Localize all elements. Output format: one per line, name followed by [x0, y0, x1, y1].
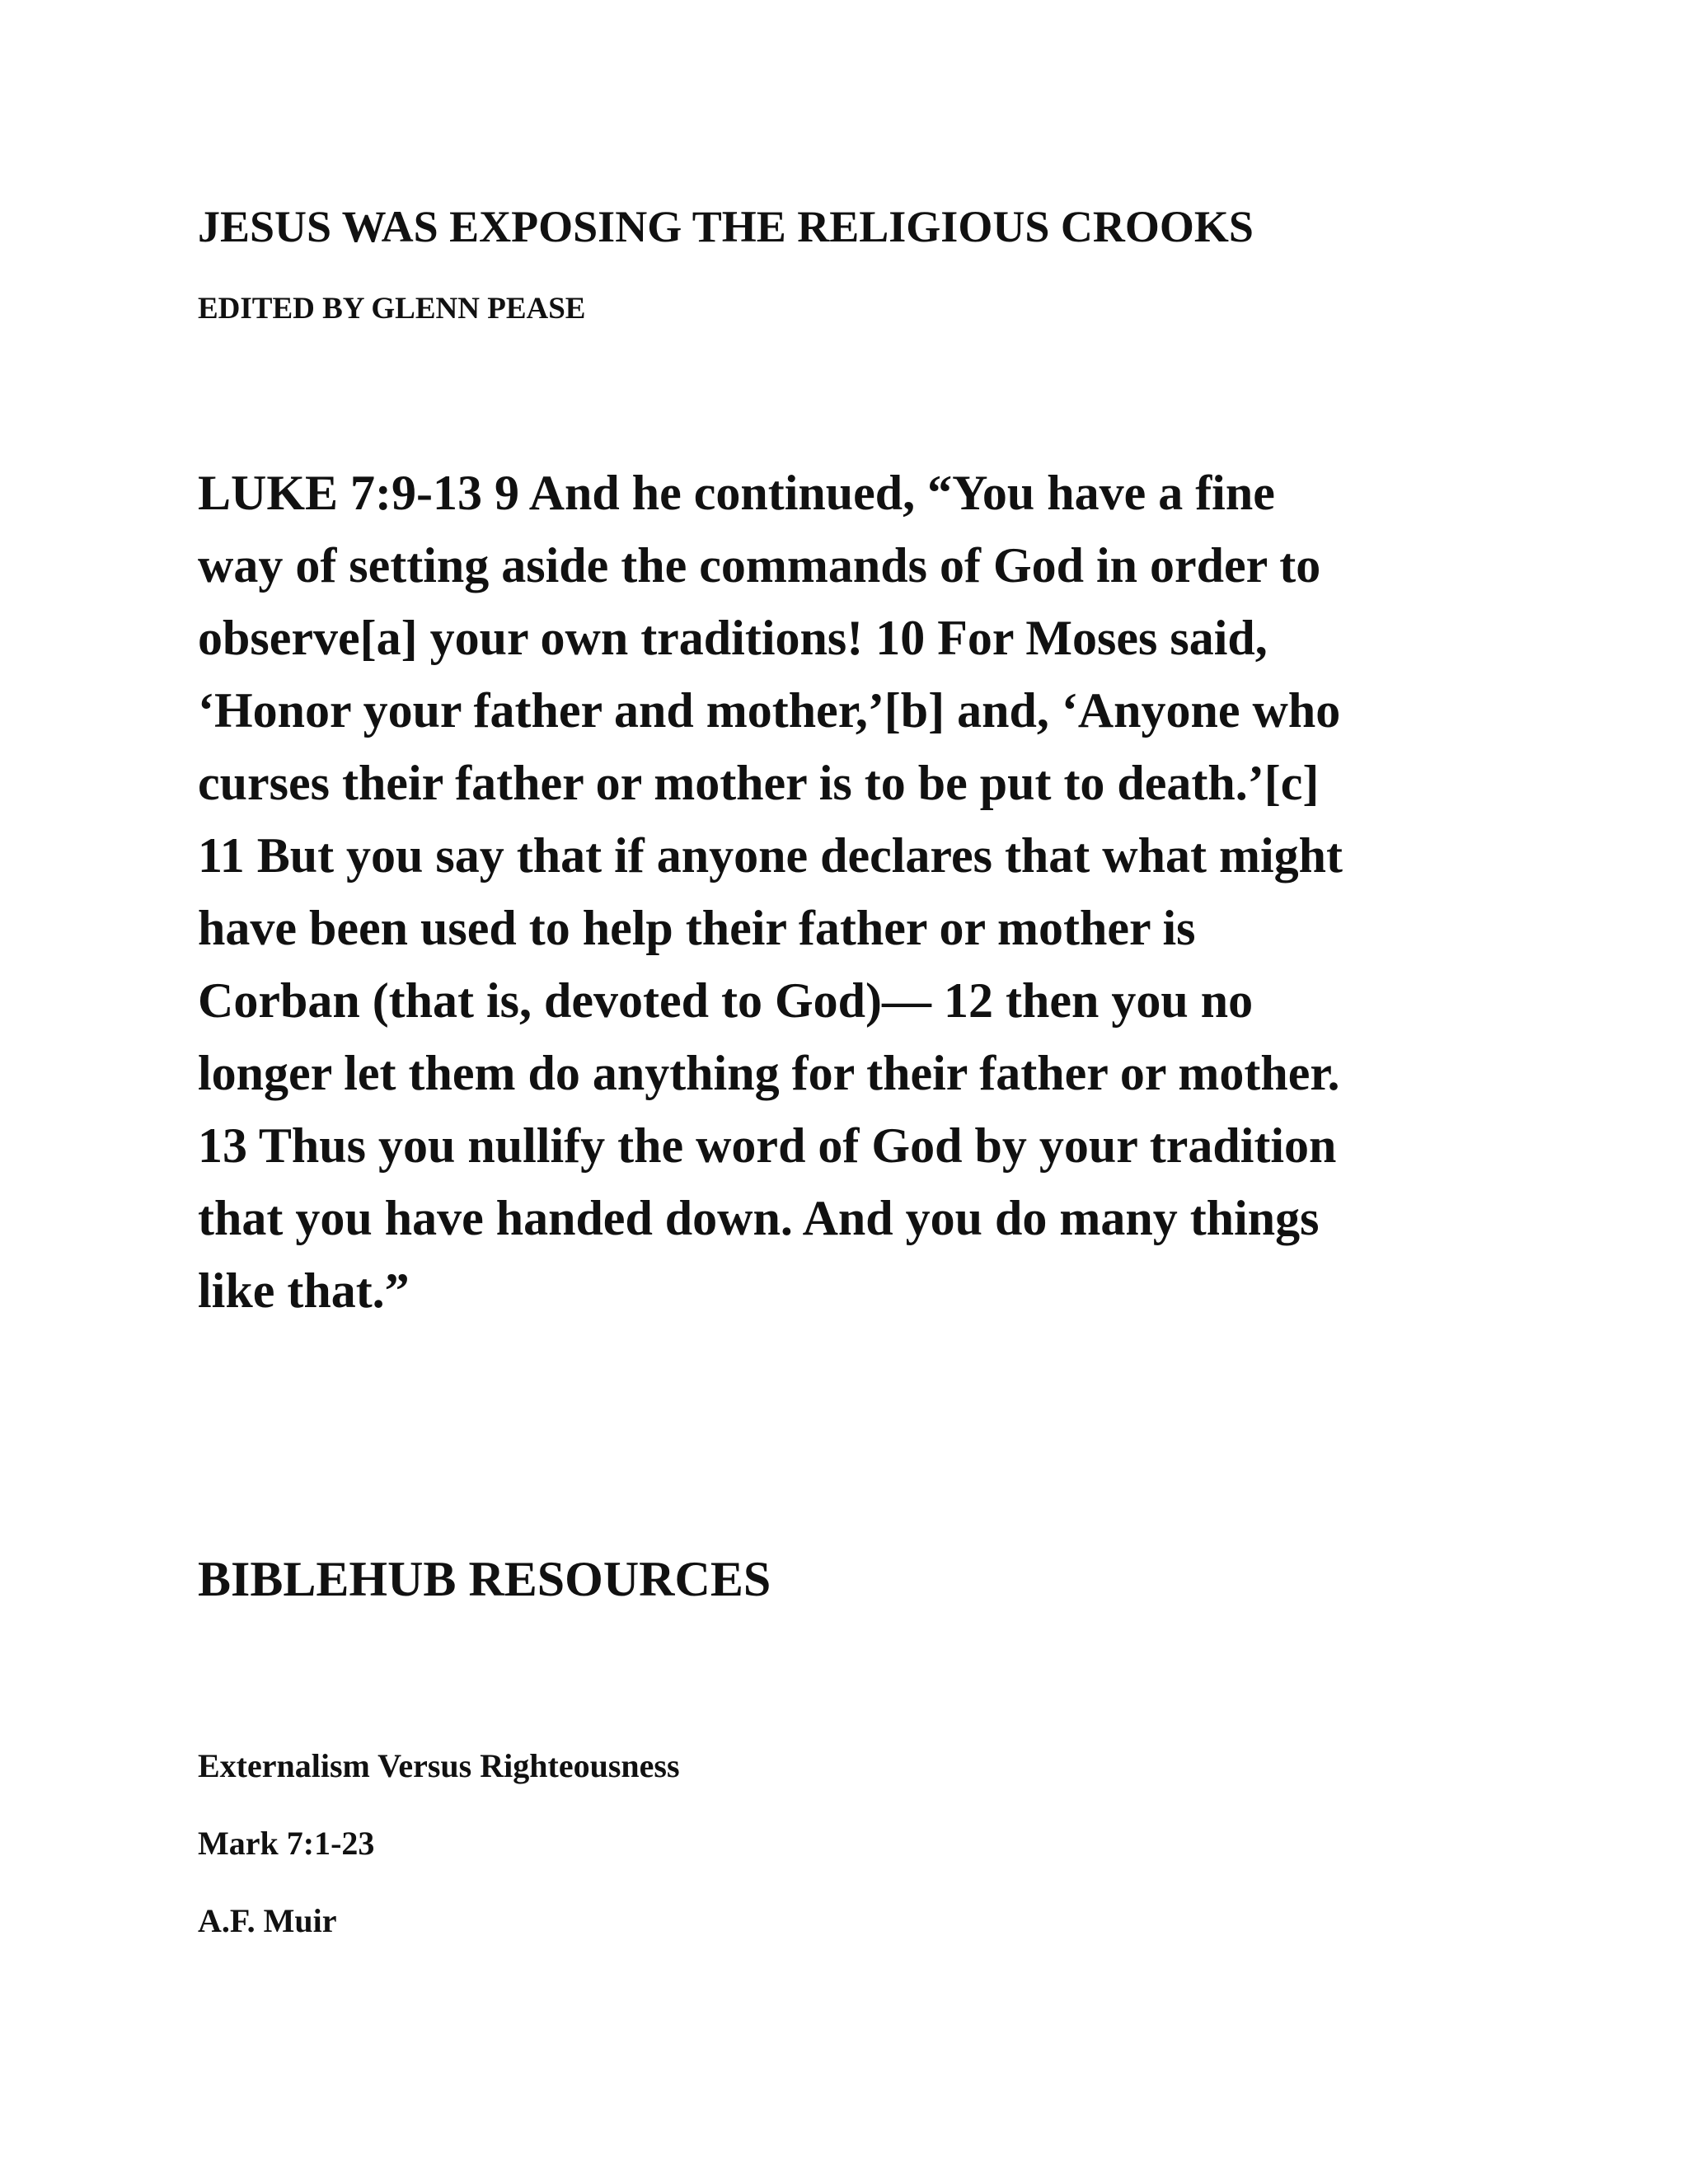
- scripture-line: that you have handed down. And you do many things: [198, 1191, 1320, 1245]
- document-title: JESUS WAS EXPOSING THE RELIGIOUS CROOKS: [198, 202, 1254, 251]
- scripture-line: curses their father or mother is to be put to death.’[c]: [198, 756, 1320, 810]
- scripture-line: Corban (that is, devoted to God)— 12 then you no: [198, 973, 1254, 1028]
- scripture-line: 11 But you say that if anyone declares that what might: [198, 828, 1343, 883]
- scripture-line: way of setting aside the commands of God in order to: [198, 538, 1321, 593]
- scripture-passage: [198, 457, 1533, 1327]
- scripture-line: LUKE 7:9-13 9 And he continued, “You have a fine: [198, 466, 1275, 520]
- document-byline: EDITED BY GLENN PEASE: [198, 292, 586, 326]
- scripture-line: like that.”: [198, 1263, 410, 1318]
- scripture-line: ‘Honor your father and mother,’[b] and, ‘Anyone who: [198, 683, 1341, 738]
- resource-author: A.F. Muir: [198, 1902, 337, 1939]
- scripture-line: longer let them do anything for their father or mother.: [198, 1046, 1340, 1100]
- scripture-line: 13 Thus you nullify the word of God by your tradition: [198, 1118, 1337, 1173]
- resource-title: Externalism Versus Righteousness: [198, 1747, 680, 1784]
- section-heading: BIBLEHUB RESOURCES: [198, 1552, 771, 1606]
- scripture-line: observe[a] your own traditions! 10 For Moses said,: [198, 611, 1268, 665]
- scripture-line: have been used to help their father or mother is: [198, 901, 1196, 955]
- resource-reference: Mark 7:1-23: [198, 1825, 375, 1862]
